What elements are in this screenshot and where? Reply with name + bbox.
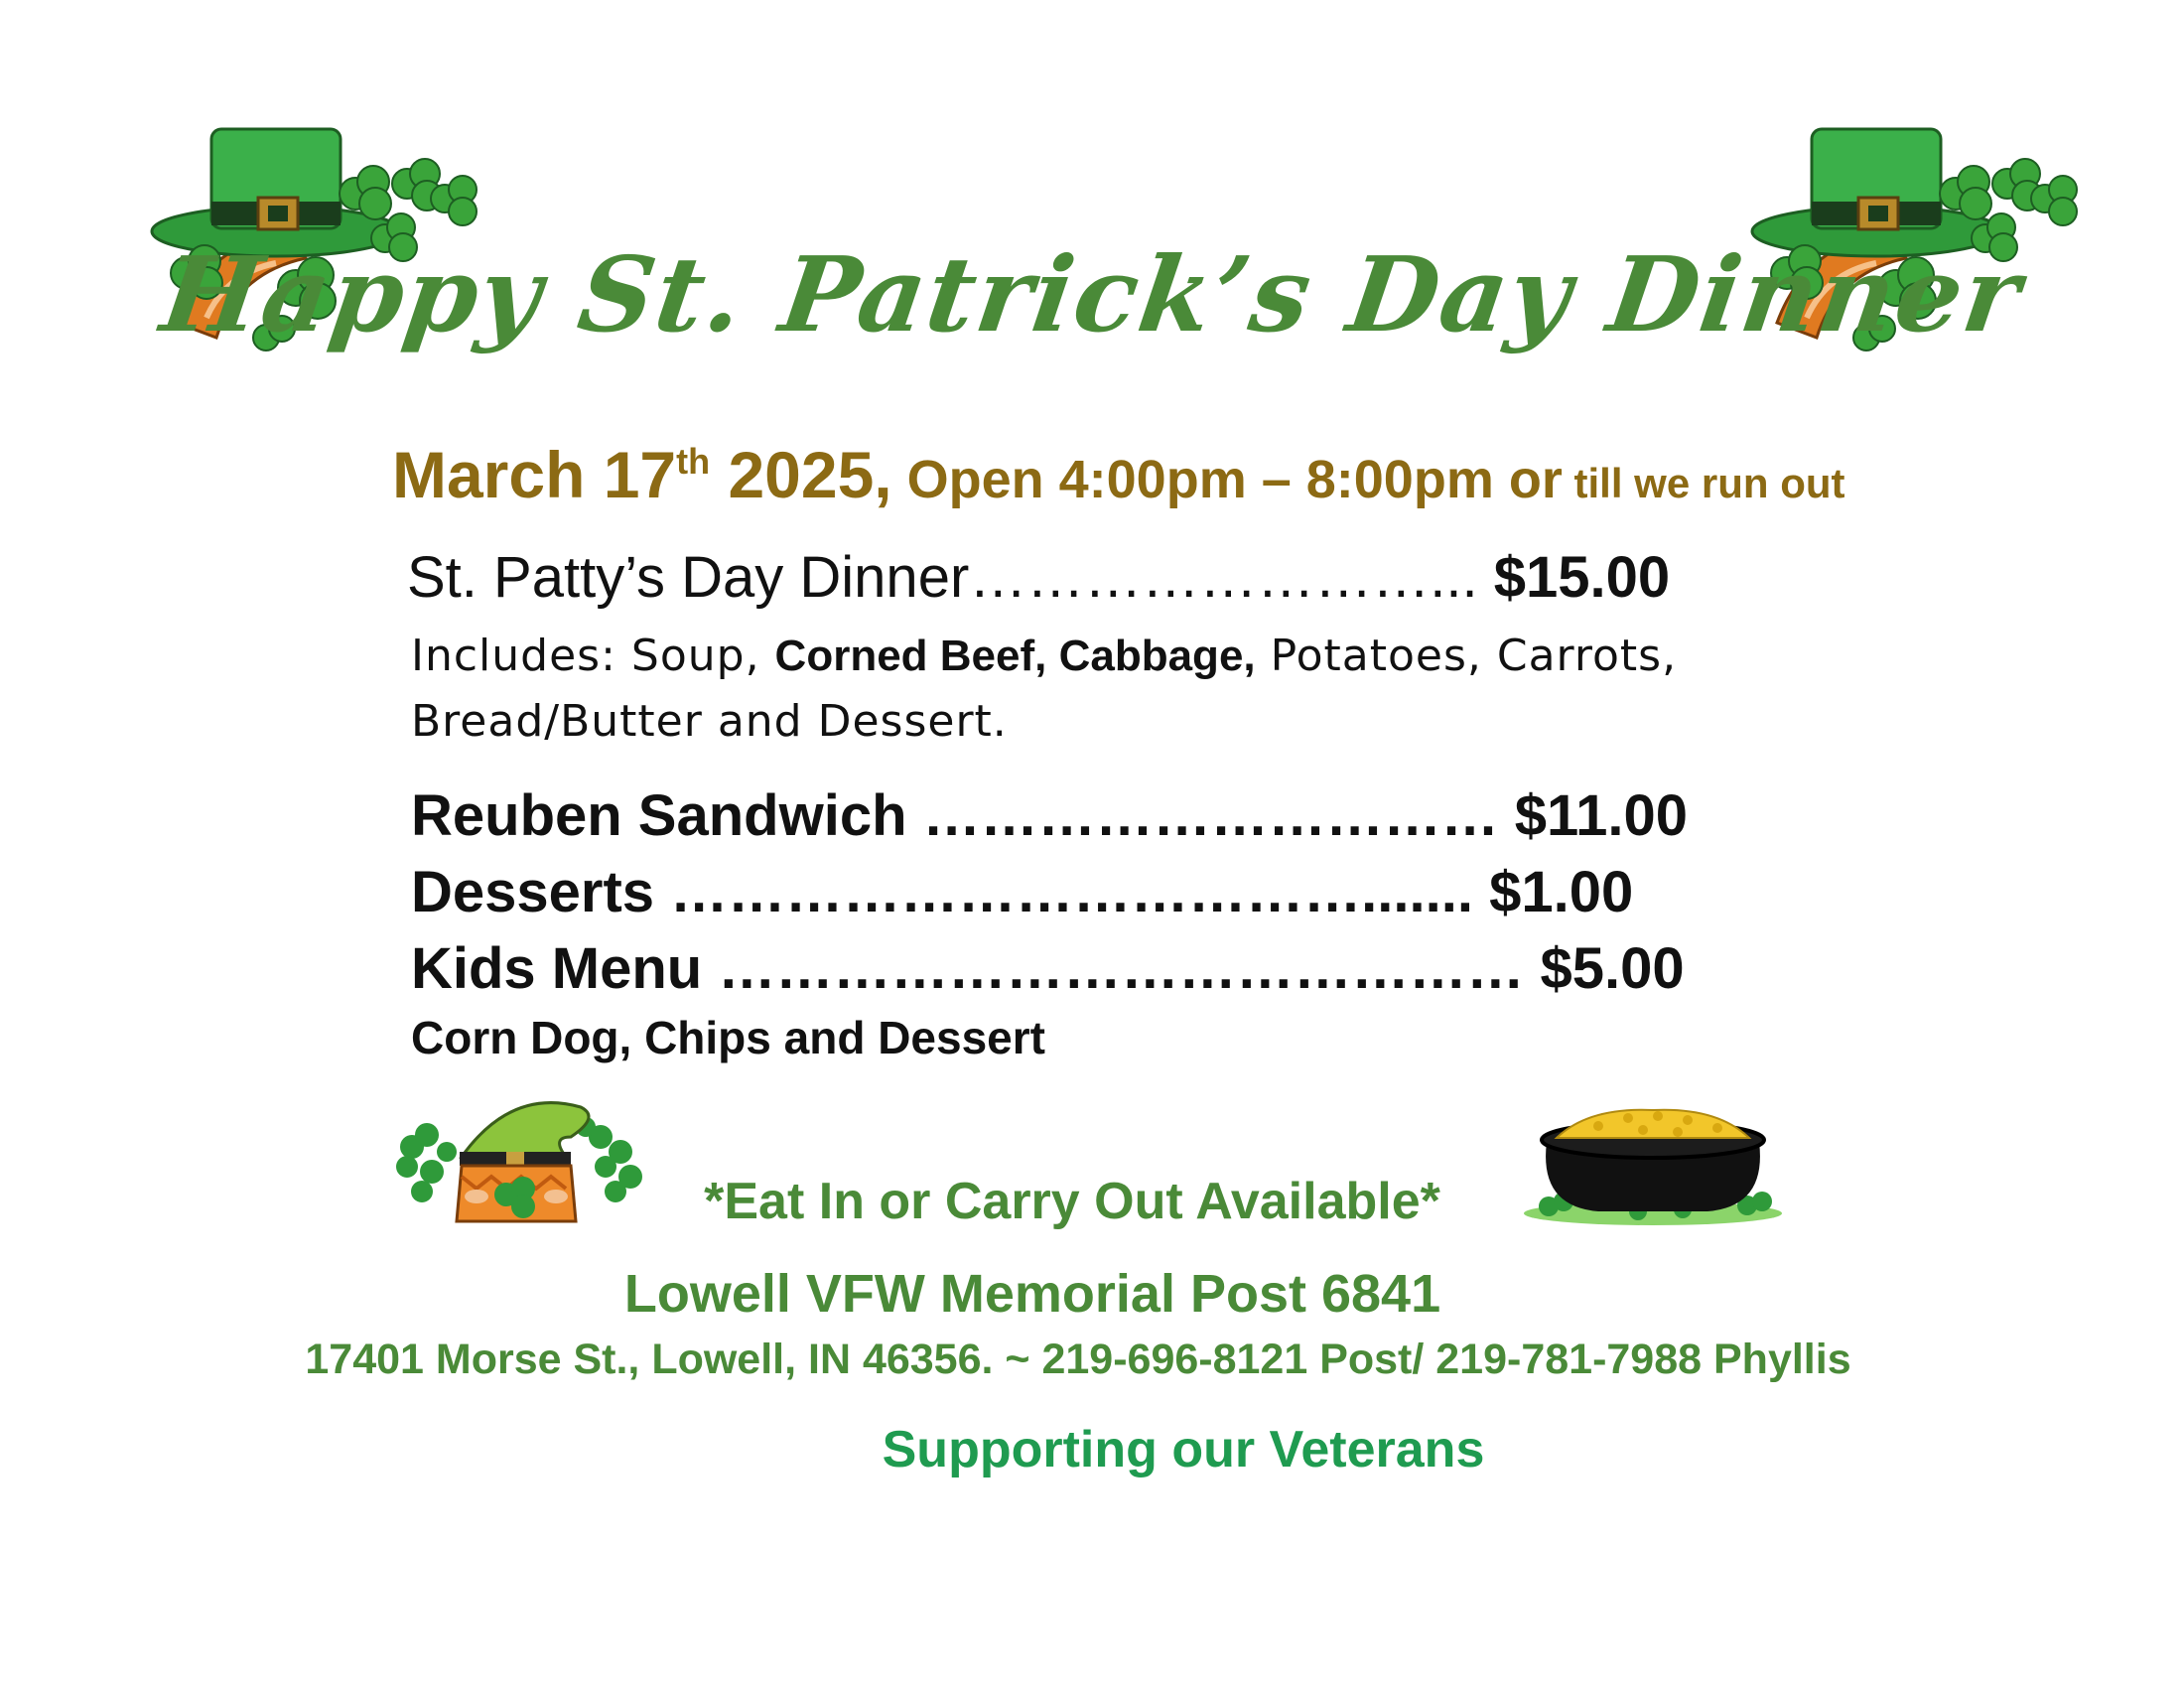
menu-item-name: Reuben Sandwich bbox=[411, 783, 923, 848]
menu-item-price: $15.00 bbox=[1477, 545, 1671, 610]
date-month-day: March 17 bbox=[392, 438, 677, 511]
date-line bbox=[392, 437, 1845, 512]
menu-item-price: $11.00 bbox=[1498, 783, 1688, 848]
menu-item-dots: ……………………... bbox=[969, 545, 1478, 610]
menu-item-dots: ………………………… bbox=[922, 783, 1499, 848]
menu-item-kids bbox=[411, 935, 1685, 1002]
pot-of-gold-icon bbox=[1519, 1102, 1787, 1226]
menu-item-dots: ………………………………....... bbox=[670, 860, 1473, 924]
dinner-includes bbox=[411, 624, 1821, 755]
kids-menu-description: Corn Dog, Chips and Dessert bbox=[411, 1012, 1045, 1063]
menu-item-price: $1.00 bbox=[1472, 860, 1634, 924]
page-title: Happy St. Patrick’s Day Dinner bbox=[154, 233, 2030, 355]
tagline: Supporting our Veterans bbox=[882, 1421, 1485, 1478]
open-hours: Open 4:00pm – 8:00pm or bbox=[891, 450, 1563, 509]
menu-item-dots: …………………………………… bbox=[718, 936, 1525, 1001]
eat-in-carry-out: *Eat In or Carry Out Available* bbox=[704, 1173, 1440, 1230]
post-name: Lowell VFW Memorial Post 6841 bbox=[623, 1264, 1441, 1324]
menu-item-name: Desserts bbox=[411, 860, 671, 924]
menu-item-price: $5.00 bbox=[1524, 936, 1685, 1001]
includes-prefix: Includes: Soup, bbox=[411, 631, 775, 681]
menu-item-reuben bbox=[411, 782, 1688, 849]
includes-rest: Potatoes, Carrots, Bread/Butter and Dessert. bbox=[411, 631, 1678, 747]
date-year: 2025, bbox=[710, 438, 892, 511]
menu-item-name: Kids Menu bbox=[411, 936, 719, 1001]
menu-item-dinner bbox=[407, 544, 1670, 611]
date-ordinal: th bbox=[676, 441, 711, 482]
menu-item-name: St. Patty’s Day Dinner bbox=[407, 545, 970, 610]
address-phone: 17401 Morse St., Lowell, IN 46356. ~ 219-696-8121 Post/ 219-781-7988 Phyllis bbox=[305, 1336, 1851, 1383]
menu-item-desserts bbox=[411, 859, 1633, 925]
run-out-note: till we run out bbox=[1562, 460, 1845, 506]
includes-highlight: Corned Beef, Cabbage, bbox=[774, 632, 1256, 680]
